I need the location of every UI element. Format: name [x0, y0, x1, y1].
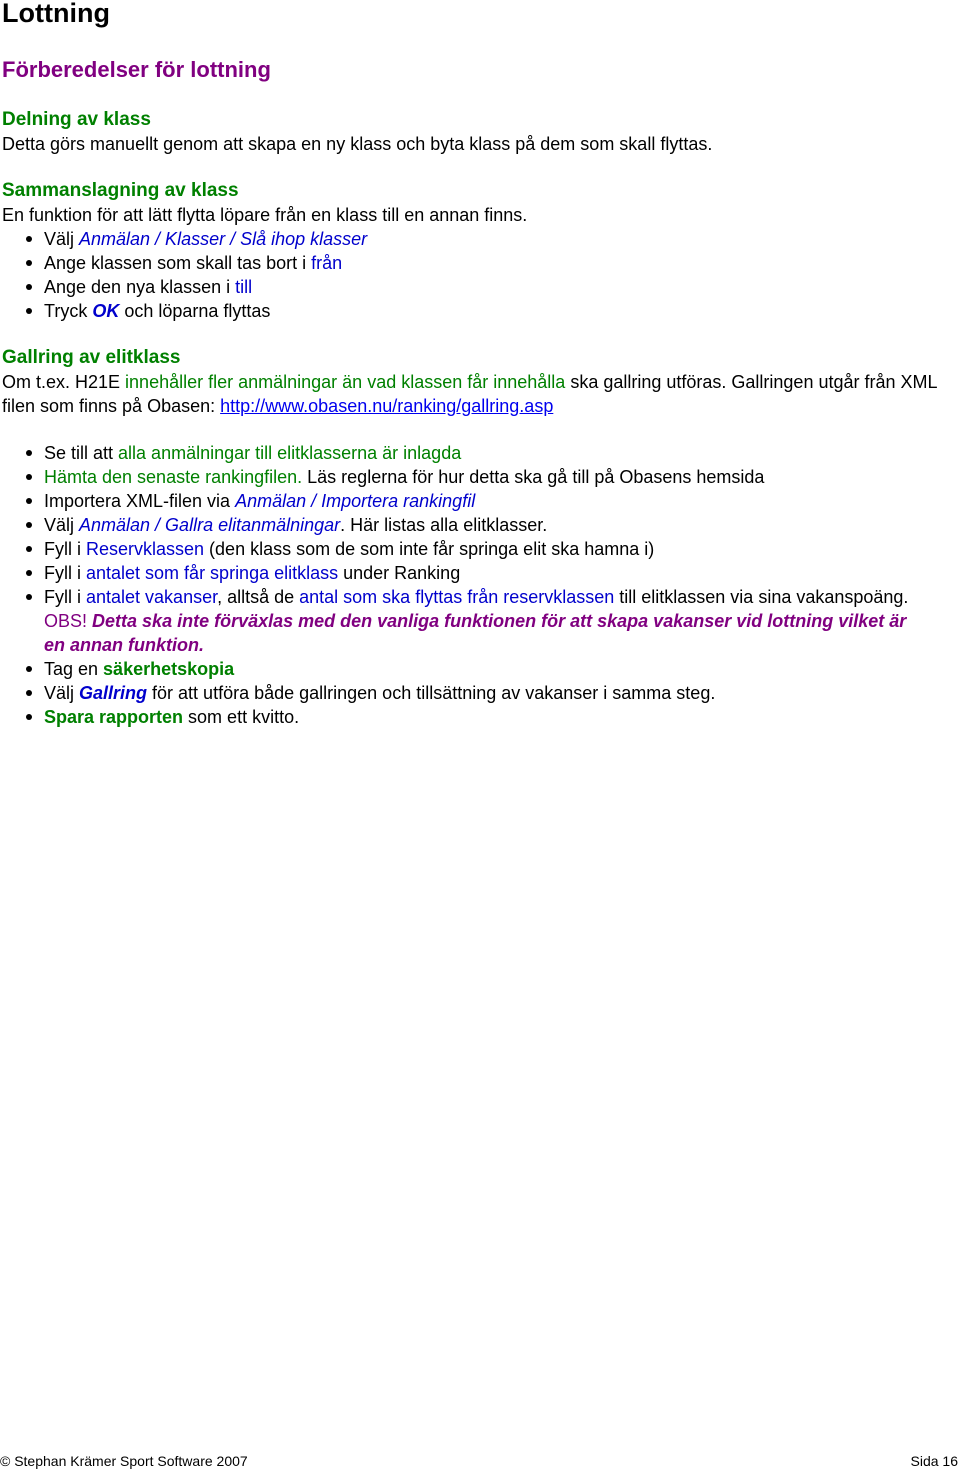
- button-reference: Gallring: [79, 683, 148, 703]
- list-item: Fyll i antalet som får springa elitklass under Ranking: [0, 561, 930, 585]
- footer-copyright: © Stephan Krämer Sport Software 2007: [0, 1453, 248, 1469]
- bullet-icon: [26, 714, 32, 720]
- list-item: Se till att alla anmälningar till elitklasserna är inlagda: [0, 441, 930, 465]
- subheading-gallring: Gallring av elitklass: [2, 347, 181, 368]
- bullet-icon: [26, 690, 32, 696]
- obasen-link[interactable]: http://www.obasen.nu/ranking/gallring.asp: [220, 396, 554, 416]
- bullet-icon: [26, 260, 32, 266]
- list-item: Hämta den senaste rankingfilen. Läs reglerna för hur detta ska gå till på Obasens hemsida: [0, 465, 930, 489]
- list-item: Tryck OK och löparna flyttas: [0, 299, 930, 323]
- bullet-icon: [26, 546, 32, 552]
- sammanslagning-text: En funktion för att lätt flytta löpare från en klass till en annan finns.: [2, 205, 528, 225]
- bullet-icon: [26, 594, 32, 600]
- warning-text: Detta ska inte förväxlas med den vanliga funktionen för att skapa vakanser vid lottning vilket är en annan funktion.: [44, 611, 907, 655]
- list-item: Välj Gallring för att utföra både gallringen och tillsättning av vakanser i samma steg.: [0, 681, 930, 705]
- sammanslagning-steps: [0, 227, 930, 323]
- list-item: Tag en säkerhetskopia: [0, 657, 930, 681]
- button-reference: OK: [92, 301, 120, 321]
- section-heading: Förberedelser för lottning: [2, 57, 271, 82]
- field-reference: från: [311, 253, 343, 273]
- bullet-icon: [26, 570, 32, 576]
- bullet-icon: [26, 308, 32, 314]
- subheading-delning: Delning av klass: [2, 109, 151, 130]
- menu-reference: Anmälan / Klasser / Slå ihop klasser: [79, 229, 368, 249]
- warning-label: OBS!: [44, 611, 88, 631]
- bullet-icon: [26, 284, 32, 290]
- menu-reference: Anmälan / Gallra elitanmälningar: [79, 515, 341, 535]
- field-reference: till: [235, 277, 253, 297]
- gallring-intro: Om t.ex. H21E innehåller fler anmälningar än vad klassen får innehålla ska gallring utföras. Gallringen utgår från XML filen som finns på Obasen: http://www.obasen.nu/ranking/gallring.asp: [2, 372, 937, 416]
- bullet-icon: [26, 236, 32, 242]
- bullet-icon: [26, 498, 32, 504]
- list-item: Välj Anmälan / Gallra elitanmälningar. Här listas alla elitklasser.: [0, 513, 930, 537]
- delning-text: Detta görs manuellt genom att skapa en ny klass och byta klass på dem som skall flyttas.: [2, 134, 713, 154]
- list-item: Fyll i antalet vakanser, alltså de antal som ska flyttas från reservklassen till elitklassen via sina vakanspoäng. OBS! Detta ska inte förväxlas med den vanliga funktionen för att skapa vakanser vid lottning vilket är en annan funktion.: [0, 585, 930, 657]
- list-item: Välj Anmälan / Klasser / Slå ihop klasser: [0, 227, 930, 251]
- page-title: Lottning: [2, 0, 110, 28]
- footer-page-number: Sida 16: [910, 1453, 958, 1469]
- bullet-icon: [26, 522, 32, 528]
- list-item: Fyll i Reservklassen (den klass som de som inte får springa elit ska hamna i): [0, 537, 930, 561]
- menu-reference: Anmälan / Importera rankingfil: [235, 491, 476, 511]
- gallring-steps: [0, 441, 930, 729]
- bullet-icon: [26, 450, 32, 456]
- list-item: Spara rapporten som ett kvitto.: [0, 705, 930, 729]
- bullet-icon: [26, 474, 32, 480]
- bullet-icon: [26, 666, 32, 672]
- list-item: Ange klassen som skall tas bort i från: [0, 251, 930, 275]
- subheading-sammanslagning: Sammanslagning av klass: [2, 180, 239, 201]
- list-item: Ange den nya klassen i till: [0, 275, 930, 299]
- list-item: Importera XML-filen via Anmälan / Importera rankingfil: [0, 489, 930, 513]
